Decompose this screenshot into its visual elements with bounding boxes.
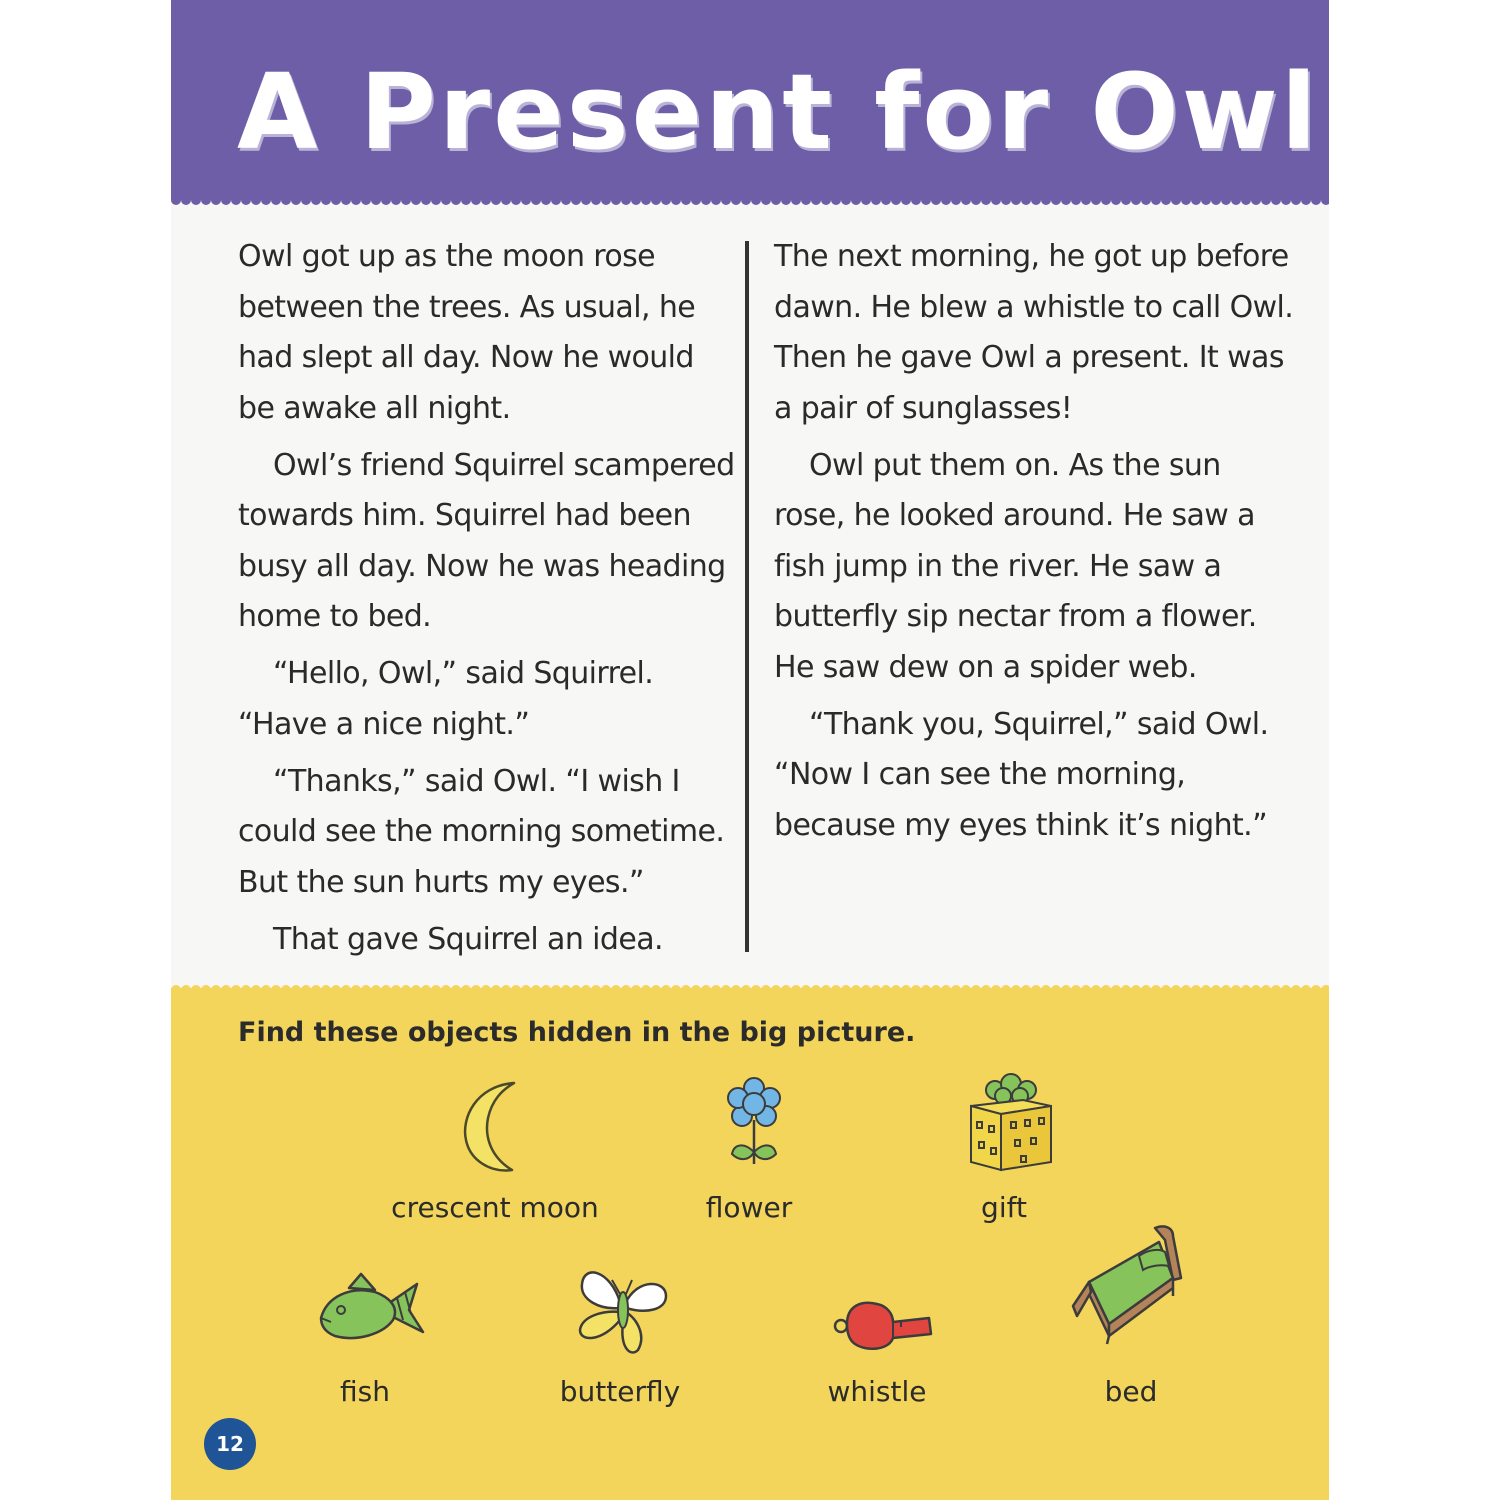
fish-icon	[317, 1270, 429, 1350]
flower-icon	[720, 1072, 790, 1172]
object-label: whistle	[827, 1375, 927, 1408]
object-label: gift	[981, 1191, 1027, 1224]
story-paragraph: Owl put them on. As the sun rose, he looked around. He saw a fish jump in the river. He saw a butterfly sip nectar from a flower. He saw dew on a spider web.	[774, 447, 1257, 685]
page-number-badge: 12	[204, 1418, 256, 1470]
story-paragraph: “Thanks,” said Owl. “I wish I could see the morning sometime. But the sun hurts my eyes.”	[238, 763, 725, 900]
column-divider	[745, 241, 749, 952]
crescent-moon-icon	[456, 1078, 536, 1178]
whistle-icon	[831, 1296, 935, 1352]
workbook-page	[171, 0, 1329, 1500]
story-paragraph: That gave Squirrel an idea.	[273, 921, 663, 957]
gift-icon	[965, 1070, 1057, 1174]
butterfly-icon	[574, 1266, 672, 1358]
story-paragraph: Owl’s friend Squirrel scampered towards him. Squirrel had been busy all day. Now he was heading home to bed.	[238, 447, 735, 634]
title-banner	[171, 0, 1329, 200]
object-label: fish	[340, 1375, 390, 1408]
story-paragraph: Owl got up as the moon rose between the trees. As usual, he had slept all day. Now he would be awake all night.	[238, 239, 696, 426]
story-paragraph: “Hello, Owl,” said Squirrel. “Have a nice night.”	[238, 656, 654, 742]
story-column-left	[238, 232, 738, 972]
object-label: butterfly	[559, 1375, 681, 1408]
bed-icon	[1069, 1222, 1193, 1348]
object-label: crescent moon	[391, 1191, 599, 1224]
story-paragraph: The next morning, he got up before dawn. He blew a whistle to call Owl. Then he gave Owl a present. It was a pair of sunglasses!	[774, 239, 1294, 426]
banner-scalloped-edge	[171, 198, 1329, 208]
page-title: A Present for Owl	[237, 51, 1320, 173]
object-label: bed	[1104, 1375, 1158, 1408]
hidden-objects-heading: Find these objects hidden in the big picture.	[238, 1017, 916, 1048]
object-label: flower	[705, 1191, 793, 1224]
story-paragraph: “Thank you, Squirrel,” said Owl. “Now I can see the morning, because my eyes think it’s night.”	[774, 706, 1269, 843]
story-column-right	[774, 232, 1294, 858]
